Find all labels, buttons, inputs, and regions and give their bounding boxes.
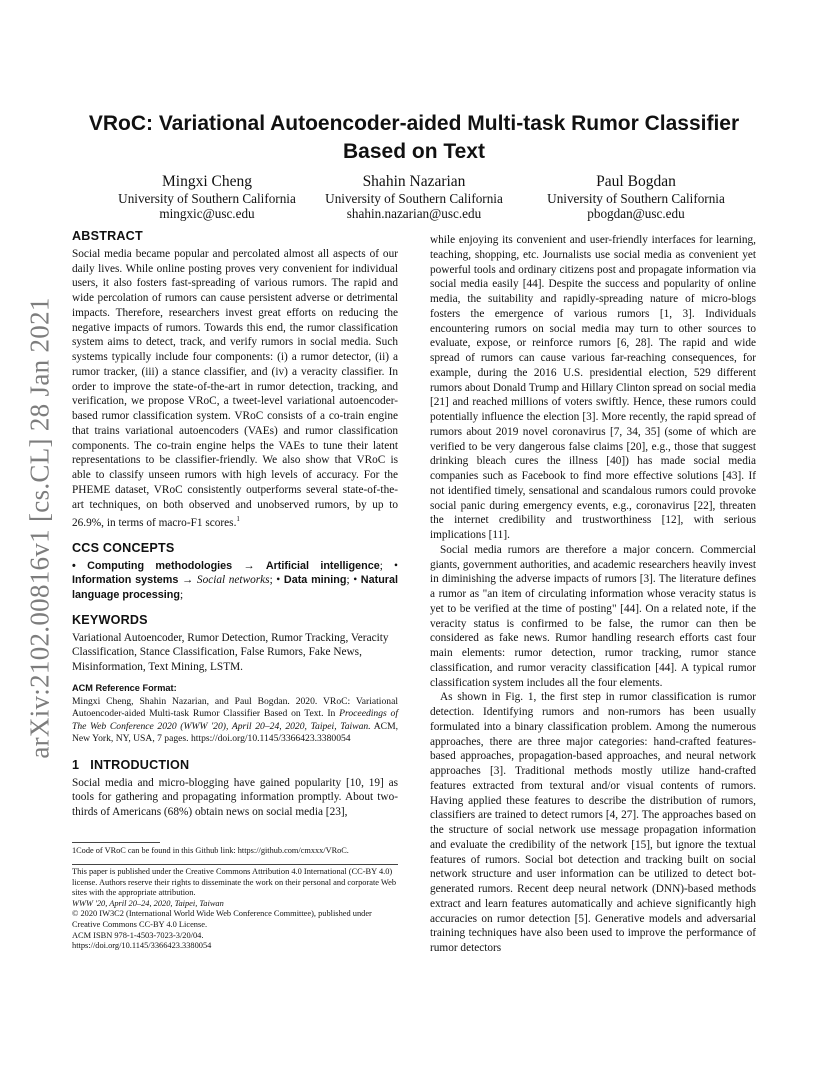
acm-reference-text: Mingxi Cheng, Shahin Nazarian, and Paul Bogdan. 2020. VRoC: Variational Autoencoder-aided Multi-task Rumor Classifier Based on Text. In Proceedings of The Web Conference 2020 (WWW '20), April 20–24, 2020, Taipei, Taiwan. ACM, New York, NY, USA, 7 pages. https://doi.org/10.1145/3366423.3380054 (72, 695, 398, 745)
ccs-part: ; (180, 589, 184, 602)
author-email[interactable]: pbogdan@usc.edu (587, 206, 685, 221)
author-name: Shahin Nazarian (362, 173, 466, 190)
ccs-concepts-text (72, 559, 398, 603)
introduction-paragraph-3: As shown in Fig. 1, the first step in rumor classification is rumor detection. Identifying rumors and non-rumors has been usually formulated into a binary classification problem. Among the numerous approaches, there are three major categories: hand-crafted features-based approaches, propagation-based approaches, and neural network approaches [3]. Traditional methods mostly utilize hand-crafted features extracted from textural and/or visual contents of rumors. Having applied these features to describe the distribution of rumors, classifiers are trained to detect rumors [4, 27]. The approaches based on the structure of social network use message propagation information and evaluate the credibility of the network [15], but ignore the textual features of rumors. Social bot detection and tracking built on social network structure and user information can be utilized to detect bot-generated rumors. Recent deep neural network (DNN)-based methods extract and learn features automatically and achieve significantly high accuracies on rumor detection [5]. Generative models and adversarial training techniques have also been used to improve the performance of rumor detectors (430, 691, 756, 954)
author-affiliation: University of Southern California (547, 191, 725, 206)
ccs-heading: CCS CONCEPTS (72, 540, 175, 555)
introduction-heading: 1 INTRODUCTION (72, 757, 190, 772)
ccs-part: ; • (346, 574, 361, 587)
author-block-2 (299, 173, 529, 221)
ccs-part: → (232, 559, 266, 572)
ccs-part: ; • (379, 559, 398, 572)
author-block-1 (92, 173, 322, 221)
ccs-part: ; • (269, 574, 284, 587)
footnote-mark: 1 (236, 515, 240, 524)
abstract-heading: ABSTRACT (72, 229, 143, 243)
acm-reference-heading: ACM Reference Format: (72, 682, 177, 693)
copyright-line: © 2020 IW3C2 (International World Wide Web Conference Committee), published under Creative Commons CC-BY 4.0 License. (72, 909, 372, 929)
author-name: Mingxi Cheng (162, 173, 252, 190)
code-footnote: 1Code of VRoC can be found in this Github link: https://github.com/cmxxx/VRoC. (72, 846, 349, 855)
ccs-part: Social networks (196, 574, 270, 587)
arxiv-id-text: arXiv:2102.00816v1 [cs.CL] 28 Jan 2021 (24, 297, 55, 759)
author-block-3 (521, 173, 751, 221)
ccs-part: Natural language processing (72, 574, 398, 602)
ccs-part: Information systems (72, 574, 179, 587)
author-email[interactable]: mingxic@usc.edu (159, 206, 255, 221)
ccs-part: Data mining (283, 574, 347, 587)
author-affiliation: University of Southern California (325, 191, 503, 206)
introduction-paragraph-1: while enjoying its convenient and user-friendly interfaces for learning, teaching, shopping, etc. Journalists use social media as convenient yet powerful tools and ordinary citizens post and propagate information via social media easily [44]. Despite the success and popularity of online media, the suitability and rapidly-spreading nature of micro-blogs fosters the emergence of various rumors [1, 3]. Individuals encountering rumors on social media may turn to other sources to evaluate, expose, or reinforce rumors [6, 28]. The rapid and wide spread of rumors can cause various far-reaching consequences, for example, during the 2016 U.S. presidential election, 529 different rumors about Donald Trump and Hillary Clinton spread on social media [21] and reached millions of voters swiftly. Hence, these rumors could potentially influence the election [3]. More recently, the rapid spread of rumors about 2019 novel coronavirus [7, 34, 35] (some of which are verified to be very dangerous false claims [20], e.g., those that suggest drinking bleach cures the illness [40]) has made social media companies such as Facebook to find more effective solutions [43]. If not identified timely, sensational and scandalous rumors could provoke social panic during emergency events, e.g., coronavirus [22], threaten the internet credibility and trustworthiness [12], with serious implications [11]. (430, 234, 756, 541)
introduction-paragraph-2: Social media rumors are therefore a major concern. Commercial giants, government authorities, and academic researchers heavily invest in diminishing the adverse impacts of rumors [3]. The literature defines a rumor as "an item of circulating information whose veracity status is yet to be verified at the time of posting" [44]. On a related note, if the veracity status is confirmed to be false, the rumor can then be considered as fake news. Rumor handling research efforts cast four main elements: rumor detection, rumor tracking, rumor stance classification, and rumor veracity classification [44]. A typical rumor classification system includes all the four elements. (430, 543, 756, 689)
ccs-part: • Computing methodologies (72, 559, 233, 572)
doi-line[interactable]: https://doi.org/10.1145/3366423.3380054 (72, 941, 212, 951)
isbn-line: ACM ISBN 978-1-4503-7023-3/20/04. (72, 930, 204, 940)
footnote-rule (72, 842, 160, 843)
ccs-part: → (178, 574, 197, 587)
paper-title: VRoC: Variational Autoencoder-aided Multi-task Rumor Classifier Based on Text (88, 112, 740, 163)
ccs-part: Artificial intelligence (265, 559, 380, 572)
conference-line: WWW '20, April 20–24, 2020, Taipei, Taiwan (72, 898, 224, 908)
license-block (72, 867, 398, 952)
author-email[interactable]: shahin.nazarian@usc.edu (346, 206, 482, 221)
keywords-heading: KEYWORDS (72, 612, 148, 627)
ccs-parts (72, 560, 398, 602)
left-column (72, 229, 398, 820)
right-column (430, 233, 756, 956)
introduction-left-text: Social media and micro-blogging have gained popularity [10, 19] as tools for gathering and propagating information promptly. About two-thirds of Americans (68%) obtain news on social media [23], (72, 776, 398, 819)
keywords-text: Variational Autoencoder, Rumor Detection, Rumor Tracking, Veracity Classification, Stance Classification, False Rumors, Fake News, Misinformation, Text Mining, LSTM. (72, 631, 389, 674)
acm-reference-venue: Proceedings of The Web Conference 2020 (WWW '20), April 20–24, 2020, Taipei, Taiwan. (72, 708, 398, 732)
license-text: This paper is published under the Creative Commons Attribution 4.0 International (CC-BY 4.0) license. Authors reserve their rights to disseminate the work on their personal and corporate Web sites with the appropriate attribution. (72, 867, 397, 898)
author-affiliation: University of Southern California (118, 191, 296, 206)
license-rule (72, 864, 398, 865)
arxiv-side-identifier (18, 298, 62, 758)
abstract-text: Social media became popular and percolated almost all aspects of our daily lives. While online posting proves very convenient for individual users, it also fosters fast-spreading of various rumors. The rapid and wide percolation of rumors can cause persistent adverse or detrimental impacts. Therefore, researchers invest great efforts on reducing the negative impacts of rumors. Towards this end, the rumor classification system aims to detect, track, and verify rumors in social media. Such systems typically include four components: (i) a rumor detector, (ii) a rumor tracker, (iii) a stance classifier, and (iv) a veracity classifier. In order to improve the state-of-the-art in rumor detection, tracking, and verification, we propose VRoC, a tweet-level variational autoencoder-based rumor classification system. VRoC consists of a co-train engine that trains variational autoencoders (VAEs) and rumor classification components. The co-train engine helps the VAEs to tune their latent representations to be classifier-friendly. We also show that VRoC is able to classify unseen rumors with high levels of accuracy. For the PHEME dataset, VRoC consistently outperforms several state-of-the-art techniques, on both observed and unobserved rumors, by up to 26.9%, in terms of macro-F1 scores.$^1$ (72, 247, 398, 530)
author-name: Paul Bogdan (596, 173, 676, 190)
